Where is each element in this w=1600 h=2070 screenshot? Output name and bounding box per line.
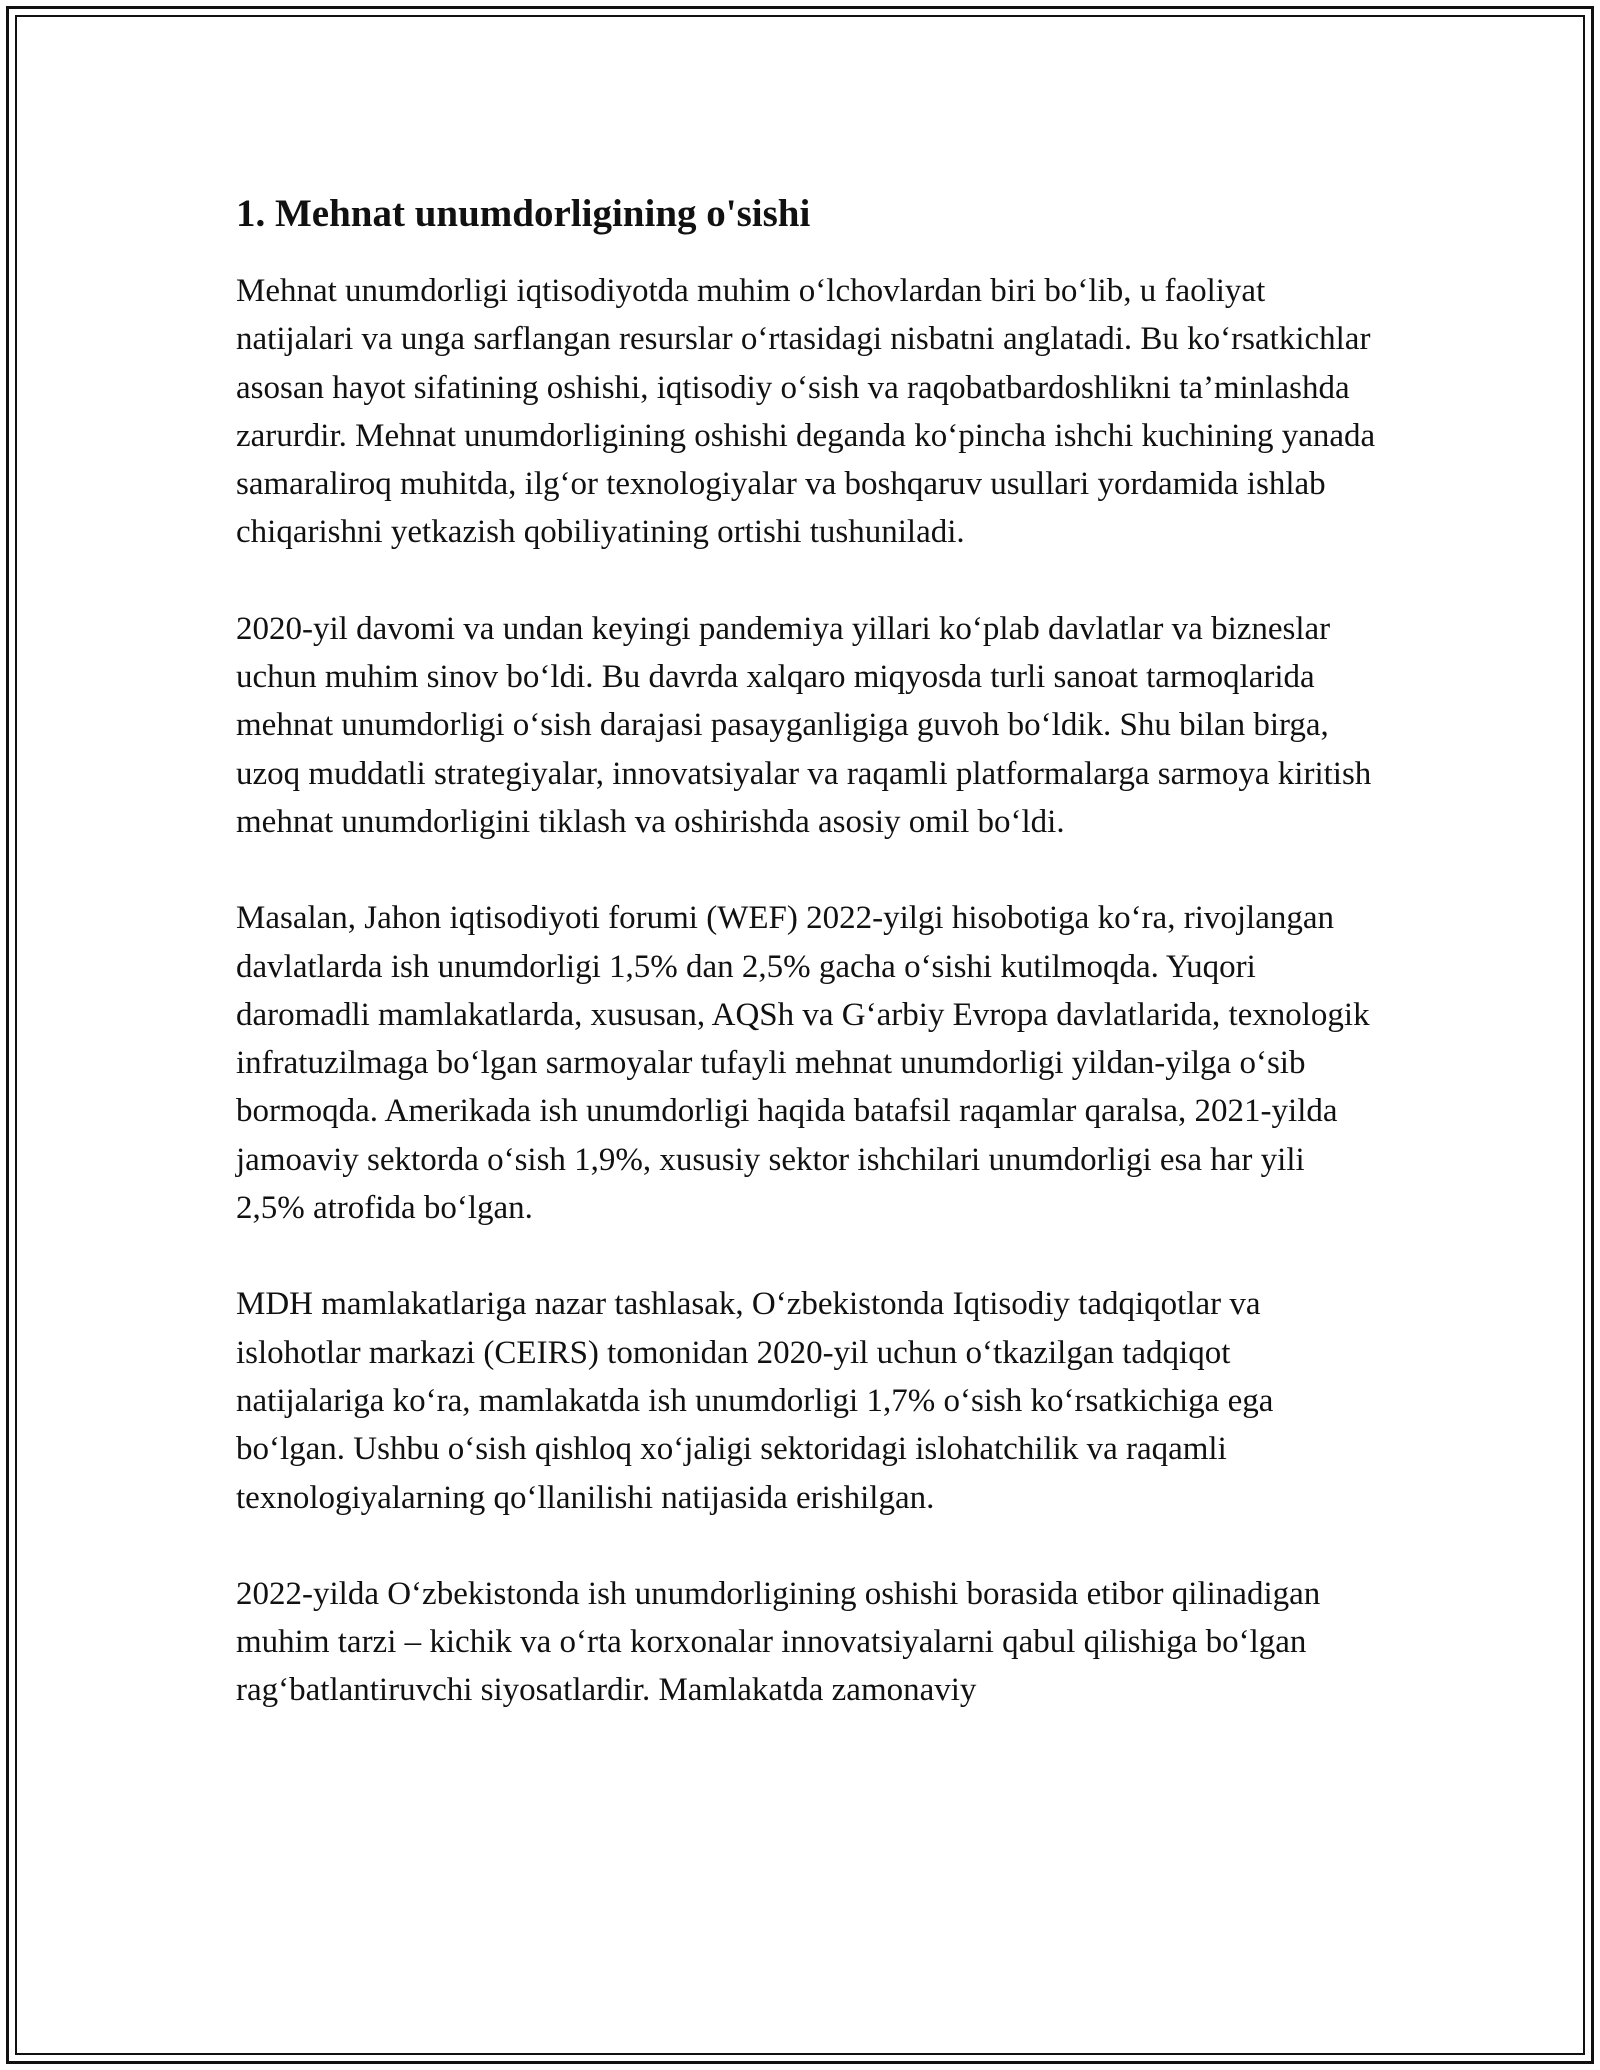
paragraph-labor-productivity-definition: Mehnat unumdorligi iqtisodiyotda muhim o‘lchovlardan biri bo‘lib, u faoliyat natijalari va unga sarflangan resurslar o‘rtasidagi nisbatni anglatadi. Bu ko‘rsatkichlar asosan hayot sifatining oshishi, iqtisodiy o‘sish va raqobatbardoshlikni ta’minlashda zarurdir. Mehnat unumdorligining oshishi deganda ko‘pincha ishchi kuchining yanada samaraliroq muhitda, ilg‘or texnologiyalar va boshqaruv usullari yordamida ishlab chiqarishni yetkazish qobiliyatining ortishi tushuniladi. xyxy=(236,273,1376,551)
document-content xyxy=(236,185,1381,1763)
paragraph-wef-report: Masalan, Jahon iqtisodiyoti forumi (WEF) 2022-yilgi hisobotiga ko‘ra, rivojlangan davlatlarda ish unumdorligi 1,5% dan 2,5% gacha o‘sishi kutilmoqda. Yuqori daromadli mamlakatlarda, xususan, AQSh va G‘arbiy Evropa davlatlarida, texnologik infratuzilmaga bo‘lgan sarmoyalar tufayli mehnat unumdorligi yildan-yilga o‘sib bormoqda. Amerikada ish unumdorligi haqida batafsil raqamlar qaralsa, 2021-yilda jamoaviy sektorda o‘sish 1,9%, xususiy sektor ishchilari unumdorligi esa har yili 2,5% atrofida bo‘lgan. xyxy=(236,900,1370,1227)
paragraph-uzbekistan-2022: 2022-yilda O‘zbekistonda ish unumdorligining oshishi borasida etibor qilinadigan muhim tarzi – kichik va o‘rta korxonalar innovatsiyalarni qabul qilishiga bo‘lgan rag‘batlantiruvchi siyosatlardir. Mamlakatda zamonaviy xyxy=(236,1575,1321,1709)
section-heading: 1. Mehnat unumdorligining o'sishi xyxy=(236,192,811,235)
paragraph-pandemic-impact: 2020-yil davomi va undan keyingi pandemiya yillari ko‘plab davlatlar va bizneslar uchun muhim sinov bo‘ldi. Bu davrda xalqaro miqyosda turli sanoat tarmoqlarida mehnat unumdorligi o‘sish darajasi pasayganligiga guvoh bo‘ldik. Shu bilan birga, uzoq muddatli strategiyalar, innovatsiyalar va raqamli platformalarga sarmoya kiritish mehnat unumdorligini tiklash va oshirishda asosiy omil bo‘ldi. xyxy=(236,610,1372,840)
paragraph-uzbekistan-ceirs: MDH mamlakatlariga nazar tashlasak, O‘zbekistonda Iqtisodiy tadqiqotlar va islohotlar markazi (CEIRS) tomonidan 2020-yil uchun o‘tkazilgan tadqiqot natijalariga ko‘ra, mamlakatda ish unumdorligi 1,7% o‘sish ko‘rsatkichiga ega bo‘lgan. Ushbu o‘sish qishloq xo‘jaligi sektoridagi islohatchilik va raqamli texnologiyalarning qo‘llanilishi natijasida erishilgan. xyxy=(236,1286,1274,1516)
